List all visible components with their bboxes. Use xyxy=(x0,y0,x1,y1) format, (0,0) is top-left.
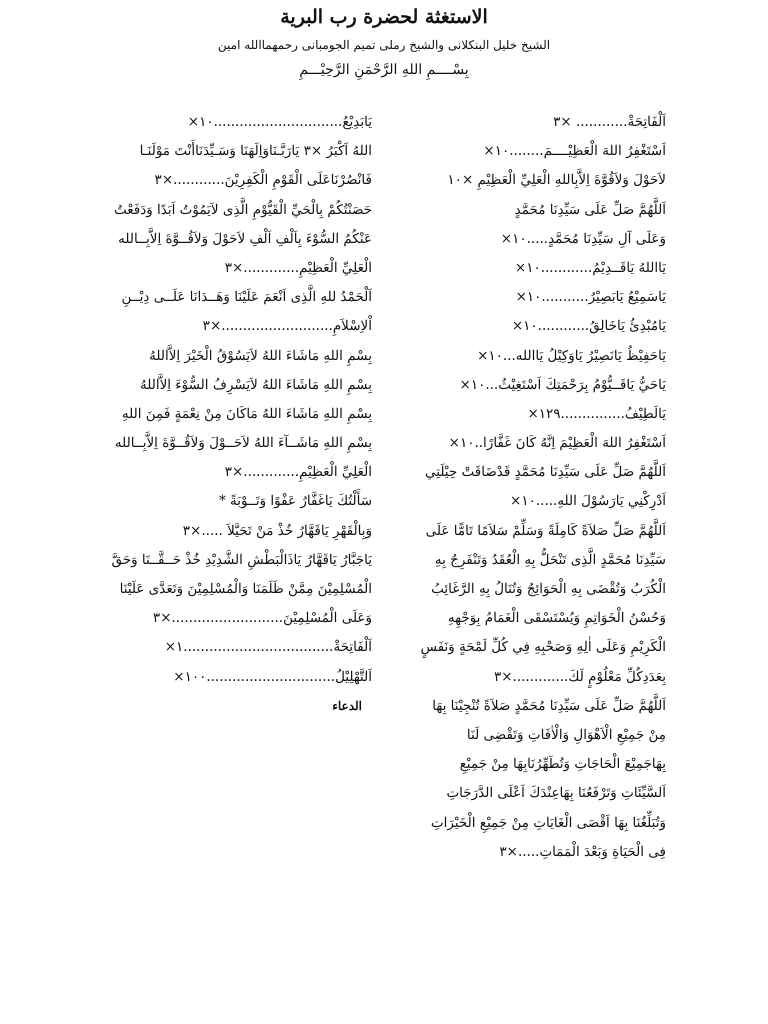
text-line: فِى الْحَيَاةِ وَبَعْدَ الْمَمَاتِ.....×٣ xyxy=(499,843,666,860)
text-line: اَللَّهُمَّ صَلِّ صَلاَةً كَامِلَةً وَسَلِّمْ سَلاَمًا تَامًّا عَلَى xyxy=(425,522,666,539)
text-line: لاَحَوْلَ وَلاَقُوَّةَ اِلاَّبِاللهِ الْعَلِيِّ الْعَظِيْمِ ×١٠ xyxy=(447,172,666,189)
text-line: اَلتَّهْلِيْلُ..............................١٠٠× xyxy=(173,668,372,685)
text-line: بِسْمِ اللهِ مَاشَاءَ اللهُ مَاكَانَ مِنْ نِعْمَةٍ فَمِنَ اللهِ xyxy=(121,405,372,422)
text-line: بِعَدَدِكُلِّ مَعْلُوْمٍ لَكَ.............×٣ xyxy=(493,668,666,685)
text-line: سَيِّدِنَا مُحَمَّدٍ الَّذِى تَنْحَلُّ بِهِ الْعُقَدُ وَتَنْفَرِجُ بِهِ xyxy=(434,551,666,568)
text-line: اَلْفَاتِحَةْ............ ×٣ xyxy=(553,114,666,130)
text-line: اَسْتَغْفِرُ اللهَ الْعَظِيْمَ اِنَّهُ كَانَ غَفَّارًا..١٠× xyxy=(448,435,666,452)
text-line: فَانْصُرْنَاعَلَى الْقَوْمِ الْكَفِرِيْنَ............×٣ xyxy=(154,172,372,189)
text-line: بِسْمِ اللهِ مَاشَاءَ اللهُ لاَيَسُوْقُ الْخَيْرَ اِلاَّاللهُ xyxy=(149,347,372,364)
text-line: مِنْ جَمِيْعِ الْاَهْوَالِ وَالْاٰفَاتِ وَتَقْضِى لَنَا xyxy=(466,726,666,743)
text-line: يَامُبْدِئُ يَاخَالِقُ............١٠× xyxy=(511,318,666,335)
text-line: يَاجَبَّارُ يَاقَهَّارُ يَاذَالْبَطْشِ الشَّدِيْدِ خُذْ حَــقَّــنَا وَحَقَّ xyxy=(111,551,372,568)
text-line: حَصَنْتُكُمْ بِالْحَيِّ الْقَيُّوْمِ الَّذِى لاَيَمُوْتُ اَبَدًا وَدَفَعْتُ xyxy=(114,201,372,218)
document-title: الاستغثة لحضرة رب البرية xyxy=(280,6,488,28)
text-line: بِهَاجَمِيْعَ الْحَاجَاتِ وَتُطَهِّرُنَابِهَا مِنْ جَمِيْعِ xyxy=(459,756,666,773)
text-line: اَسْتَغْفِرُ اللهَ الْعَظِيْــــمَ........١٠× xyxy=(483,143,666,160)
text-line: الْعَلِيِّ الْعَظِيْمِ.............×٣ xyxy=(224,464,372,481)
text-line: عَنْكُمُ السُّوْءَ بِاَلْفِ اَلْفِ لاَحَوْلَ وَلاَقُــوَّةَ اِلاَّبِــالله xyxy=(118,230,372,247)
text-line: وَحُسْنُ الْخَوَاتِمِ وَيُسْتَسْقَى الْغَمَامُ بِوَجْهِهِ xyxy=(447,610,666,627)
text-line: وَعَلَى آلِ سَيِّدِنَا مُحَمَّدٍ.....١٠× xyxy=(500,230,666,247)
text-line: اَللَّهُمَّ صَلِّ عَلَى سَيِّدِنَا مُحَمَّدٍ صَلاَةً تُنْجِيْنَا بِهَا xyxy=(432,697,666,714)
text-line: يَاحَفِيْظُ يَانَصِيْرُ يَاوَكِيْلُ يَاالله...١٠× xyxy=(477,347,666,364)
text-line: الْكُرَبُ وَتُقْضَى بِهِ الْحَوَائِجُ وَتُنَالُ بِهِ الرَّغَائِبُ xyxy=(431,581,666,597)
text-line: الْمُسْلِمِيْنَ مِمَّنْ ظَلَمَنَا وَالْمُسْلِمِيْنَ وَتَعَدَّى عَلَيْنَا xyxy=(119,581,372,597)
basmala-line: بِسْــــمِ اللهِ الرَّحْمَنِ الرَّحِيْـــمِ xyxy=(299,62,469,78)
text-line: اَللَّهُمَّ صَلِّ عَلَى سَيِّدِنَا مُحَمَّدٍ قَدْضَاقَتْ حِيْلَتِي xyxy=(425,464,666,481)
text-line: بِسْمِ اللهِ مَاشَــآءَ اللهُ لاَحَــوْلَ وَلاَقُــوَّةَ اِلاَّبِــالله xyxy=(114,435,372,452)
text-line: يَابَدِيْعُ..............................١٠× xyxy=(187,114,372,130)
text-line: اَلسَّيِّئَاتِ وَتَرْفَعُنَا بِهَاعِنْدَكَ اَعْلَى الدَّرَجَاتِ xyxy=(446,785,666,802)
text-line: وَبِالْقَهْرِ يَاقَهَّارُ خُذْ مَنْ تَحَيَّلاَ .....×٣ xyxy=(182,522,372,539)
text-line: يَااللهُ يَاقَــدِيْمُ............١٠× xyxy=(514,259,666,276)
left-text-column xyxy=(54,108,372,721)
text-line: اَدْرِكْنِي يَارَسُوْلَ اللهِ.....١٠× xyxy=(510,493,666,510)
authors-line: الشيخ خليل البنكلانى والشيخ رملى تميم الجومبانى رحمهماالله امين xyxy=(217,38,551,52)
text-line: اللهُ اَكْبَرُ ×٣ يَارَبَّـنَاوَاِلَهَنَا وَسَـيِّدَنَاأَنْتَ مَوْلَنَـا xyxy=(139,143,372,160)
text-line: يَاسَمِيْعُ يَابَصِيْرُ...........١٠× xyxy=(515,289,666,306)
text-line: الْعَلِيِّ الْعَظِيْمِ.............×٣ xyxy=(224,259,372,276)
text-line: بِسْمِ اللهِ مَاشَاءَ اللهُ لاَيَسْرِفُ السُّوْءَ اِلاَّاللهُ xyxy=(140,376,372,393)
text-line: اْلاِسْلاَمِ..........................×٣ xyxy=(202,318,372,335)
text-line: الْكَرِيْمِ وَعَلَى اٰلِهِ وَصَحْبِهِ فِي كُلِّ لَمْحَةٍ وَنَفَسٍ xyxy=(420,639,666,656)
text-line: اَلْفَاتِحَةْ...................................١× xyxy=(164,639,372,656)
text-line: وَتُبَلِّغُنَا بِهَا اَقْصَى الْغَايَاتِ مِنْ جَمِيْعِ الْخَيْرَاتِ xyxy=(430,814,666,831)
dua-label: الدعاء xyxy=(332,698,362,713)
text-line: اَللَّهُمَّ صَلِّ عَلَى سَيِّدِنَا مُحَمَّدٍ xyxy=(514,201,666,218)
right-text-column xyxy=(384,108,666,867)
text-line: اَلْحَمْدُ للهِ الَّذِى اَنْعَمَ عَلَيْنَا وَهَــدَانَا عَلَــى دِيْــنِ xyxy=(121,289,372,306)
text-line: يَاحَيُّ يَاقَــيُّوْمُ بِرَحْمَتِكَ اَسْتَغِيْثُ...١٠× xyxy=(459,376,666,393)
text-line: وَعَلَى الْمُسْلِمِيْنَ..........................×٣ xyxy=(152,610,372,627)
text-line: يَالَطِيْفُ...............١٢٩× xyxy=(527,405,666,422)
text-line: سَأَلْتُكَ يَاغَفَّارُ عَفْوًا وَتَــوْبَةً * xyxy=(218,493,372,510)
